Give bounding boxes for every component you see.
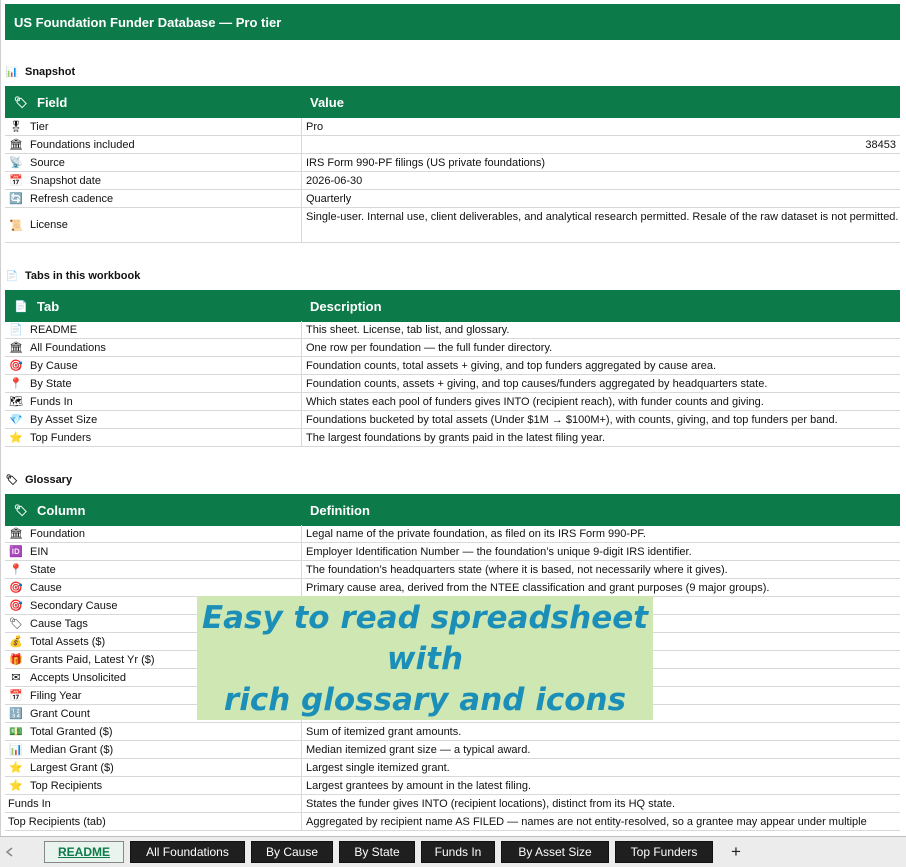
row-icon: 🏷 [9,618,23,630]
glossary-name-text: Largest Grant ($) [30,761,114,774]
snapshot-section-label [5,66,75,78]
glossary-name-text: Total Assets ($) [30,635,106,648]
glossary-row [5,777,900,795]
sheet-tab-top-funders[interactable]: Top Funders [615,841,713,863]
sheet-tab-bar [0,836,906,867]
glossary-name-text: Top Recipients [30,779,103,792]
row-icon: 🏛 [9,342,23,354]
tabs-name-text: By Cause [30,359,78,372]
glossary-cell-name[interactable] [5,777,302,794]
glossary-cell-value[interactable]: Sum of itemized grant amounts. [306,725,462,738]
glossary-cell-value[interactable]: The foundation’s headquarters state (where it is based, not necessarily where it gives). [306,563,728,576]
glossary-cell-value[interactable]: Median itemized grant size — a typical award. [306,743,531,756]
overlay-line-1: Easy to read spreadsheet [201,600,649,636]
row-icon: 💰 [9,636,23,648]
snapshot-cell-value[interactable]: 38453 [865,138,896,151]
tag-icon: 🏷 [14,504,28,517]
glossary-name-text: Accepts Unsolicited [30,671,126,684]
row-icon: 📊 [9,744,23,756]
tabs-row [5,429,900,447]
row-icon: 🔄 [9,193,23,205]
sheet-tab-readme[interactable]: README [44,841,124,863]
glossary-name-text: Grants Paid, Latest Yr ($) [30,653,155,666]
row-icon: 📅 [9,175,23,187]
tabs-cell-name[interactable] [5,393,302,410]
row-icon: 🗺 [9,396,23,408]
snapshot-table [5,118,900,243]
row-icon: 🎯 [9,600,23,612]
snapshot-cell-value[interactable]: IRS Form 990-PF filings (US private foundations) [306,156,546,169]
sheet-title: US Foundation Funder Database — Pro tier [5,4,900,40]
glossary-row [5,759,900,777]
row-icon: 📄 [9,324,23,336]
snapshot-label-text: Snapshot [25,66,76,78]
row-icon: 📍 [9,378,23,390]
snapshot-cell-name[interactable] [5,136,302,153]
row-icon: 📜 [9,219,23,232]
tabs-name-text: By State [30,377,72,390]
snapshot-cell-name[interactable] [5,172,302,189]
row-icon: 📡 [9,157,23,169]
tabs-cell-value[interactable]: One row per foundation — the full funder directory. [306,341,553,354]
row-icon: 🎁 [9,654,23,666]
overlay-line-2: with [386,641,464,677]
glossary-row [5,561,900,579]
snapshot-name-text: Refresh cadence [30,192,114,205]
glossary-cell-name[interactable] [5,561,302,578]
snapshot-cell-name[interactable] [5,118,302,135]
header-field: Field [37,94,68,110]
header-tab: Tab [37,298,60,314]
glossary-cell-name[interactable] [5,525,302,542]
tabs-name-text: Top Funders [30,431,92,444]
row-icon: 🎯 [9,360,23,372]
glossary-name-text: Secondary Cause [30,599,118,612]
header-definition: Definition [310,502,370,518]
glossary-cell-name[interactable] [5,579,302,596]
row-icon: 🎖 [9,121,23,133]
sheet-tab-by-asset-size[interactable]: By Asset Size [501,841,609,863]
tabs-row [5,321,900,339]
snapshot-row [5,208,900,243]
snapshot-cell-value[interactable]: Quarterly [306,192,352,205]
tabs-cell-name[interactable] [5,375,302,392]
glossary-name-text: Median Grant ($) [30,743,114,756]
glossary-row [5,813,900,831]
glossary-header-row [5,494,900,526]
tabs-cell-name[interactable] [5,411,302,428]
row-icon: 🆔 [9,546,23,558]
snapshot-row [5,118,900,136]
tabs-name-text: All Foundations [30,341,106,354]
sheet-tab-by-state[interactable]: By State [339,841,415,863]
glossary-cell-name[interactable] [5,723,302,740]
sheet-tab-by-cause[interactable]: By Cause [251,841,333,863]
glossary-row [5,723,900,741]
tabs-cell-name[interactable] [5,339,302,356]
tabs-row [5,375,900,393]
snapshot-cell-value[interactable]: 2026-06-30 [306,174,363,187]
glossary-name-text: Cause Tags [30,617,88,630]
snapshot-header-row [5,86,900,118]
header-column: Column [37,502,86,518]
glossary-cell-name[interactable] [5,759,302,776]
snapshot-cell-value[interactable]: Single-user. Internal use, client deliverables, and analytical research permitted. Resale of the raw dataset is not permitted. [306,211,899,223]
tabs-name-text: Funds In [30,395,73,408]
glossary-cell-name[interactable] [5,741,302,758]
tabs-cell-value[interactable]: The largest foundations by grants paid in the latest filing year. [306,431,606,444]
tag-icon: 🏷 [14,96,28,109]
tabs-table [5,321,900,447]
glossary-name-text: Funds In [8,797,51,810]
glossary-cell-value[interactable]: Largest grantees by amount in the latest filing. [306,779,532,792]
glossary-label-text: Glossary [25,474,73,486]
snapshot-row [5,136,900,154]
header-description: Description [310,298,382,314]
row-icon: 🔢 [9,708,23,720]
tabs-label-text: Tabs in this workbook [25,270,141,282]
glossary-cell-value[interactable]: Primary cause area, derived from the NTEE classification and grant purposes (9 major groups). [306,581,770,594]
add-sheet-button[interactable]: + [731,842,741,861]
snapshot-cell-name[interactable] [5,154,302,171]
tabs-cell-value[interactable]: This sheet. License, tab list, and glossary. [306,323,510,336]
sheet-tab-funds-in[interactable]: Funds In [421,841,495,863]
glossary-name-text: EIN [30,545,49,558]
tabs-row [5,411,900,429]
row-icon: 🏛 [9,528,23,540]
glossary-row [5,795,900,813]
glossary-cell-value[interactable]: Largest single itemized grant. [306,761,450,774]
snapshot-name-text: Foundations included [30,138,135,151]
tabs-cell-value[interactable]: Foundations bucketed by total assets (Under $1M → $100M+), with counts, giving, and top funders per band. [306,413,838,426]
tabs-row [5,357,900,375]
glossary-row [5,543,900,561]
glossary-name-text: Cause [30,581,62,594]
glossary-cell-name[interactable] [5,543,302,560]
row-icon: 💵 [9,726,23,738]
glossary-name-text: Filing Year [30,689,82,702]
glossary-cell-name[interactable] [5,813,302,830]
snapshot-row [5,190,900,208]
tabs-row [5,339,900,357]
tabs-name-text: README [30,323,78,336]
glossary-row [5,741,900,759]
glossary-name-text: Foundation [30,527,86,540]
document-icon: 📄 [5,270,19,282]
tabs-section-label [5,270,140,282]
tabs-cell-value[interactable]: Which states each pool of funders gives INTO (recipient reach), with funder counts and giving. [306,395,764,408]
tabs-name-text: By Asset Size [30,413,98,426]
glossary-name-text: Grant Count [30,707,90,720]
snapshot-cell-value[interactable]: Pro [306,120,324,133]
snapshot-name-text: License [30,219,68,231]
row-icon: 🎯 [9,582,23,594]
glossary-row [5,525,900,543]
snapshot-row [5,154,900,172]
snapshot-name-text: Source [30,156,65,169]
snapshot-name-text: Snapshot date [30,174,101,187]
row-icon: 📅 [9,690,23,702]
snapshot-name-text: Tier [30,120,49,133]
row-icon: 🏛 [9,139,23,151]
tabs-cell-value[interactable]: Foundation counts, total assets + giving, and top funders aggregated by cause area. [306,359,717,372]
row-icon: ✉ [11,672,21,684]
row-icon: ⭐ [9,780,23,792]
header-value: Value [310,94,344,110]
glossary-cell-value[interactable]: Legal name of the private foundation, as filed on its IRS Form 990-PF. [306,527,646,540]
glossary-name-text: Total Granted ($) [30,725,113,738]
row-icon: ⭐ [9,432,23,444]
tabs-header-row [5,290,900,322]
tabs-cell-value[interactable]: Foundation counts, assets + giving, and top causes/funders aggregated by headquarters state. [306,377,768,390]
glossary-cell-value[interactable]: Aggregated by recipient name AS FILED — names are not entity-resolved, so a grantee may appear under multiple [306,815,867,828]
snapshot-cell-name[interactable] [5,208,302,242]
snapshot-row [5,172,900,190]
tab-nav-arrow-icon[interactable] [4,846,16,858]
row-icon: 📍 [9,564,23,576]
tabs-cell-name[interactable] [5,429,302,446]
tabs-cell-name[interactable] [5,321,302,338]
glossary-cell-value[interactable]: States the funder gives INTO (recipient locations), distinct from its HQ state. [306,797,676,810]
snapshot-cell-name[interactable] [5,190,302,207]
document-icon: 📄 [14,300,28,313]
glossary-section-label [5,474,72,486]
promo-overlay [197,596,653,720]
row-icon: ⭐ [9,762,23,774]
row-icon: 💎 [9,414,23,426]
sheet-tab-all-foundations[interactable]: All Foundations [130,841,245,863]
glossary-row [5,579,900,597]
glossary-cell-value[interactable]: Employer Identification Number — the foundation’s unique 9-digit IRS identifier. [306,545,692,558]
tag-icon: 🏷 [5,474,19,486]
glossary-name-text: State [30,563,56,576]
overlay-line-3: rich glossary and icons [223,682,627,718]
tabs-row [5,393,900,411]
glossary-name-text: Top Recipients (tab) [8,815,106,828]
tabs-cell-name[interactable] [5,357,302,374]
glossary-cell-name[interactable] [5,795,302,812]
bar-chart-icon: 📊 [5,66,19,78]
